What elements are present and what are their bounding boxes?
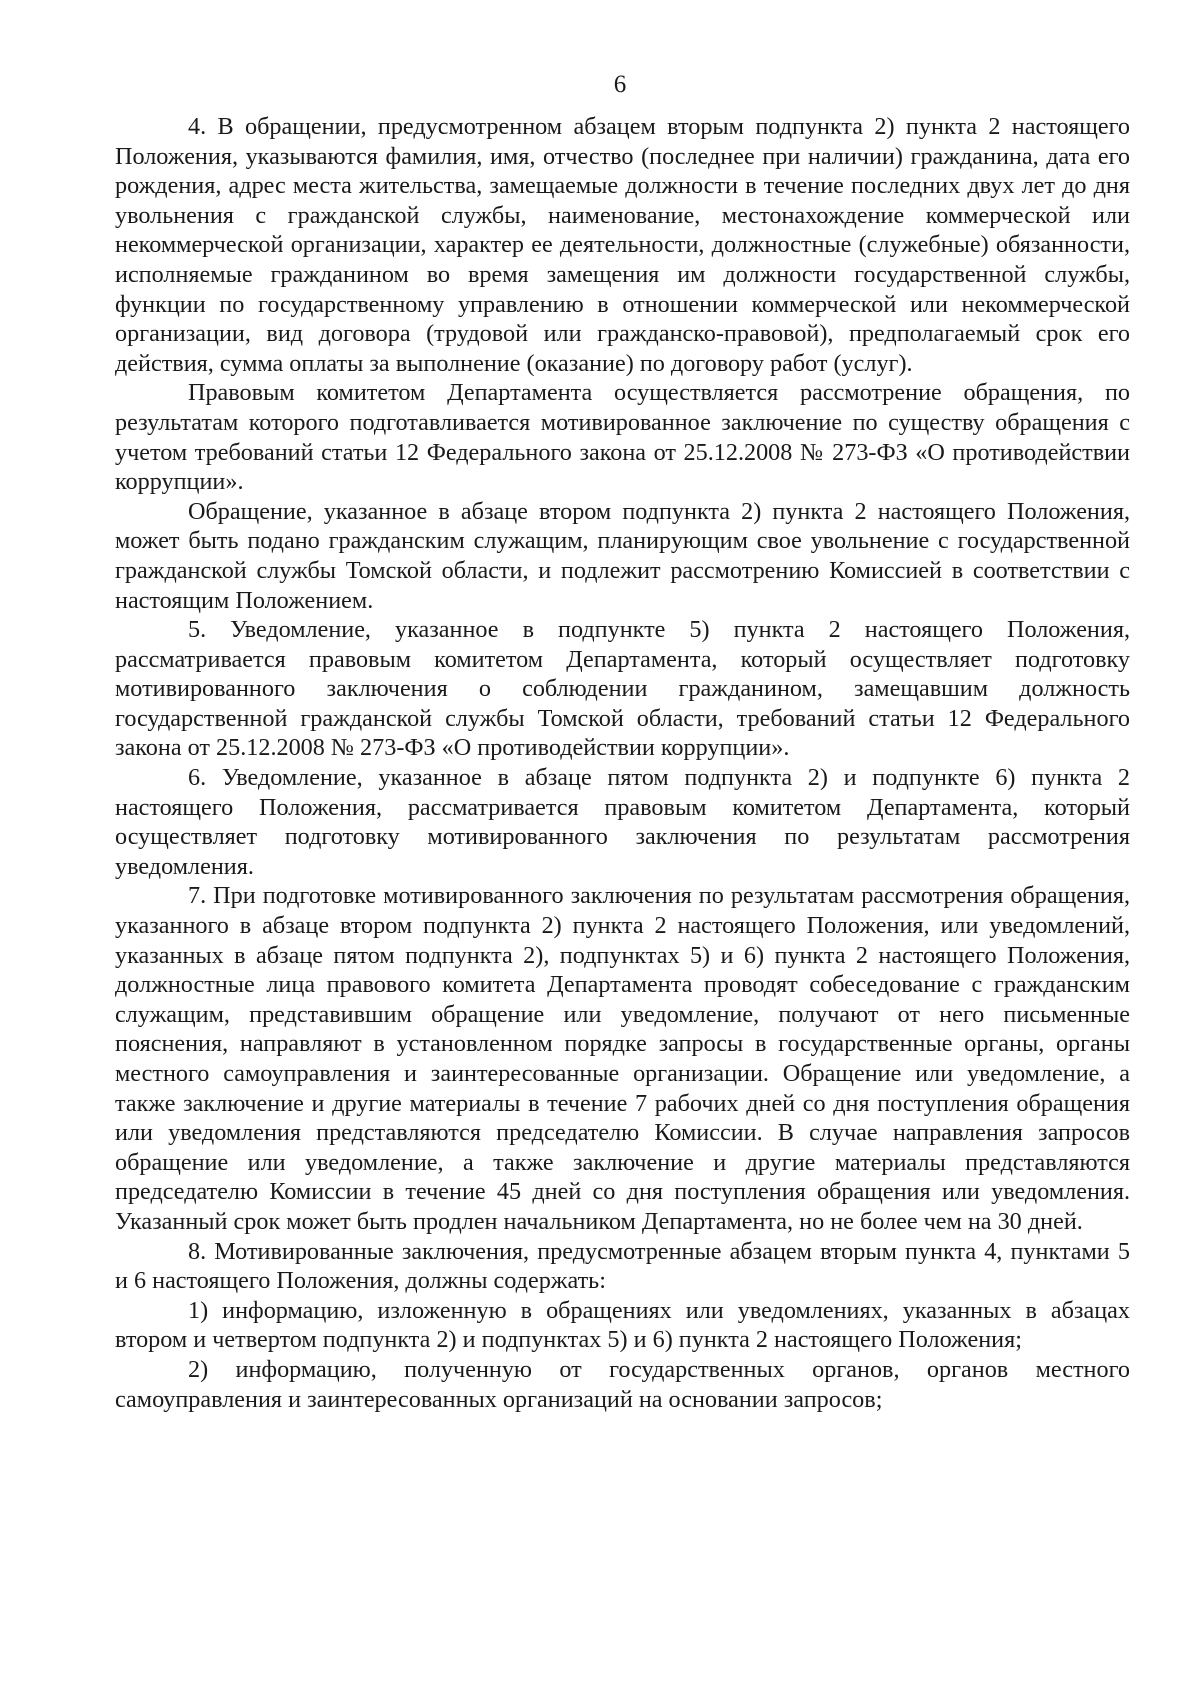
paragraph-5: 5. Уведомление, указанное в подпункте 5) пункта 2 настоящего Положения, рассматривается правовым комитетом Департамента, который осуществляет подготовку мотивированного заключения о соблюдении гражданином, замещавшим должность государственной гражданской службы Томской области, требований статьи 12 Федерального закона от 25.12.2008 № 273-ФЗ «О противодействии коррупции». xyxy=(115,616,1130,762)
document-body xyxy=(115,112,1130,1414)
paragraph-appeal-submission: Обращение, указанное в абзаце втором подпункта 2) пункта 2 настоящего Положения, может быть подано гражданским служащим, планирующим свое увольнение с государственной гражданской службы Томской области, и подлежит рассмотрению Комиссией в соответствии с настоящим Положением. xyxy=(115,497,1130,614)
paragraph-8-item-1: 1) информацию, изложенную в обращениях или уведомлениях, указанных в абзацах втором и четвертом подпункта 2) и подпунктах 5) и 6) пункта 2 настоящего Положения; xyxy=(115,1296,1130,1354)
paragraph-7: 7. При подготовке мотивированного заключения по результатам рассмотрения обращения, указанного в абзаце втором подпункта 2) пункта 2 настоящего Положения, или уведомлений, указанных в абзаце пятом подпункта 2), подпунктах 5) и 6) пункта 2 настоящего Положения, должностные лица правового комитета Департамента проводят собеседование с гражданским служащим, представившим обращение или уведомление, получают от него письменные пояснения, направляют в установленном порядке запросы в государственные органы, органы местного самоуправления и заинтересованные организации. Обращение или уведомление, а также заключение и другие материалы в течение 7 рабочих дней со дня поступления обращения или уведомления представляются председателю Комиссии. В случае направления запросов обращение или уведомление, а также заключение и другие материалы представляются председателю Комиссии в течение 45 дней со дня поступления обращения или уведомления. Указанный срок может быть продлен начальником Департамента, но не более чем на 30 дней. xyxy=(115,882,1130,1235)
paragraph-legal-committee-review: Правовым комитетом Департамента осуществляется рассмотрение обращения, по результатам которого подготавливается мотивированное заключение по существу обращения с учетом требований статьи 12 Федерального закона от 25.12.2008 № 273-ФЗ «О противодействии коррупции». xyxy=(115,379,1130,496)
paragraph-8: 8. Мотивированные заключения, предусмотренные абзацем вторым пункта 4, пунктами 5 и 6 настоящего Положения, должны содержать: xyxy=(115,1237,1130,1295)
page-number: 6 xyxy=(613,71,627,98)
paragraph-6: 6. Уведомление, указанное в абзаце пятом подпункта 2) и подпункте 6) пункта 2 настоящего Положения, рассматривается правовым комитетом Департамента, который осуществляет подготовку мотивированного заключения по результатам рассмотрения уведомления. xyxy=(115,764,1130,880)
paragraph-8-item-2: 2) информацию, полученную от государственных органов, органов местного самоуправления и заинтересованных организаций на основании запросов; xyxy=(115,1355,1130,1413)
paragraph-4: 4. В обращении, предусмотренном абзацем вторым подпункта 2) пункта 2 настоящего Положения, указываются фамилия, имя, отчество (последнее при наличии) гражданина, дата его рождения, адрес места жительства, замещаемые должности в течение последних двух лет до дня увольнения с гражданской службы, наименование, местонахождение коммерческой или некоммерческой организации, характер ее деятельности, должностные (служебные) обязанности, исполняемые гражданином во время замещения им должности государственной службы, функции по государственному управлению в отношении коммерческой или некоммерческой организации, вид договора (трудовой или гражданско-правовой), предполагаемый срок его действия, сумма оплаты за выполнение (оказание) по договору работ (услуг). xyxy=(115,113,1130,377)
